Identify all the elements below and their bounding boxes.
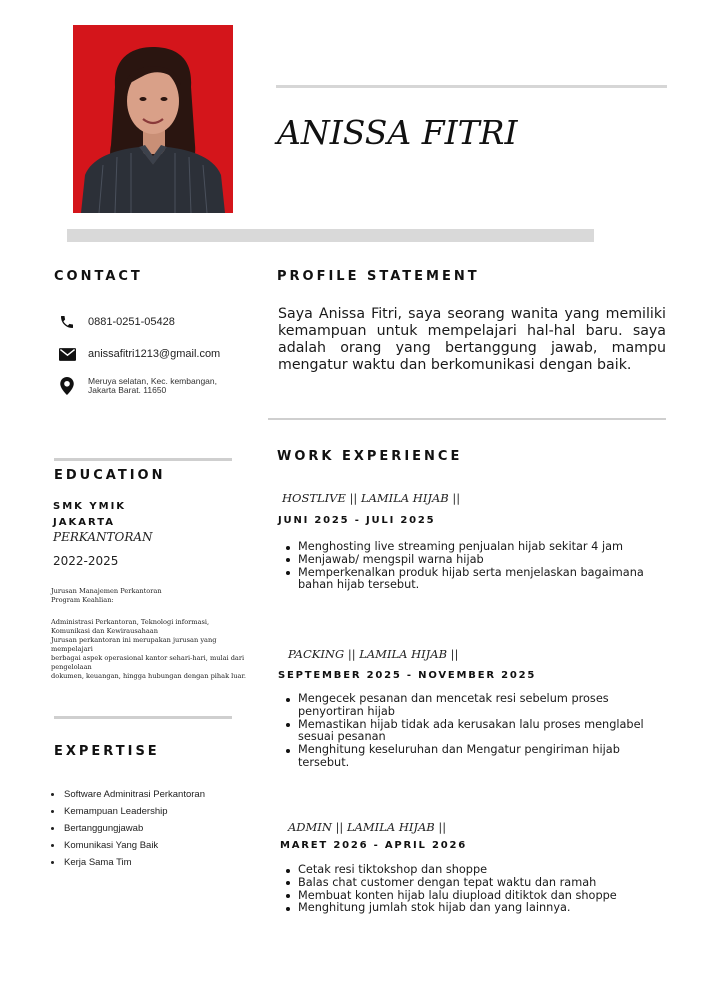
job-duties: [284, 693, 664, 770]
address-line-2: Jakarta Barat. 11650: [88, 385, 167, 395]
job-duty: Memastikan hijab tidak ada kerusakan lalu proses menglabel sesuai pesanan: [284, 719, 664, 745]
education-detail: Program Keahlian:: [51, 596, 114, 604]
work-heading: WORK EXPERIENCE: [277, 449, 463, 464]
expertise-item: Komunikasi Yang Baik: [51, 837, 205, 854]
name-divider-bar: [67, 229, 594, 242]
education-detail: mempelajari: [51, 645, 93, 653]
contact-email: [58, 345, 220, 363]
education-years: 2022-2025: [53, 554, 119, 568]
job-title: PACKING || LAMILA HIJAB ||: [288, 647, 459, 661]
top-divider: [276, 85, 667, 88]
education-heading: EDUCATION: [54, 468, 166, 483]
profile-photo: [73, 25, 233, 213]
expertise-heading: EXPERTISE: [54, 744, 160, 759]
job-duty: Mengecek pesanan dan mencetak resi sebelum proses penyortiran hijab: [284, 693, 664, 719]
job-date: JUNI 2025 - JULI 2025: [278, 515, 436, 526]
job-title: HOSTLIVE || LAMILA HIJAB ||: [282, 491, 461, 505]
job-duty: Cetak resi tiktokshop dan shoppe: [284, 864, 664, 877]
education-detail: Komunikasi dan Kewirausahaan: [51, 627, 158, 635]
education-detail: berbagai aspek operasional kantor sehari-hari, mulai dari: [51, 654, 245, 662]
contact-heading: CONTACT: [54, 269, 143, 284]
school-name: [53, 499, 126, 531]
job-duty: Balas chat customer dengan tepat waktu dan ramah: [284, 877, 664, 890]
education-detail: pengelolaan: [51, 663, 92, 671]
profile-heading: PROFILE STATEMENT: [277, 269, 480, 284]
profile-divider: [268, 418, 666, 420]
job-duty: Menghosting live streaming penjualan hijab sekitar 4 jam: [284, 541, 664, 554]
expertise-item: Kemampuan Leadership: [51, 803, 205, 820]
email-address: anissafitri1213@gmail.com: [88, 348, 221, 360]
education-detail: dokumen, keuangan, hingga hubungan dengan pihak luar.: [51, 672, 246, 680]
major: PERKANTORAN: [53, 530, 153, 544]
job-duty: Membuat konten hijab lalu diupload ditiktok dan shoppe: [284, 890, 664, 903]
education-divider: [54, 458, 232, 461]
portrait-photo-icon: [73, 25, 233, 213]
contact-phone: [58, 313, 175, 331]
job-duty: Memperkenalkan produk hijab serta menjelaskan bagaimana bahan hijab tersebut.: [284, 567, 664, 593]
expertise-item: Software Adminitrasi Perkantoran: [51, 786, 205, 803]
school-line-2: JAKARTA: [53, 517, 115, 528]
profile-statement: Saya Anissa Fitri, saya seorang wanita yang memiliki kemampuan untuk mempelajari hal-hal baru. saya adalah orang yang bertanggung jawab, mampu mengatur waktu dan berkomunikasi dengan baik.: [278, 306, 666, 373]
candidate-name: ANISSA FITRI: [277, 113, 518, 152]
education-detail: Jurusan Manajemen Perkantoran: [51, 587, 162, 595]
school-line-1: SMK YMIK: [53, 501, 127, 512]
phone-number: 0881-0251-05428: [88, 316, 175, 328]
job-duty: Menghitung keseluruhan dan Mengatur pengiriman hijab tersebut.: [284, 744, 664, 770]
mail-icon: [58, 345, 76, 363]
phone-icon: [58, 313, 76, 331]
expertise-item: Kerja Sama Tim: [51, 854, 205, 871]
job-title: ADMIN || LAMILA HIJAB ||: [288, 820, 447, 834]
education-detail: Administrasi Perkantoran, Teknologi informasi,: [51, 618, 210, 626]
job-duties: [284, 541, 664, 592]
location-pin-icon: [58, 377, 76, 395]
expertise-divider: [54, 716, 232, 719]
address-line-1: Meruya selatan, Kec. kembangan,: [88, 376, 217, 386]
education-details-b: [51, 618, 263, 681]
job-date: SEPTEMBER 2025 - NOVEMBER 2025: [278, 670, 537, 681]
contact-address: [58, 377, 217, 395]
job-date: MARET 2026 - APRIL 2026: [280, 840, 468, 851]
expertise-list: [51, 786, 205, 871]
expertise-item: Bertanggungjawab: [51, 820, 205, 837]
job-duty: Menjawab/ mengspil warna hijab: [284, 554, 664, 567]
address-text: [88, 377, 217, 395]
education-details-a: [51, 587, 263, 605]
job-duty: Menghitung jumlah stok hijab dan yang lainnya.: [284, 902, 664, 915]
job-duties: [284, 864, 664, 915]
education-detail: Jurusan perkantoran ini merupakan jurusan yang: [51, 636, 217, 644]
